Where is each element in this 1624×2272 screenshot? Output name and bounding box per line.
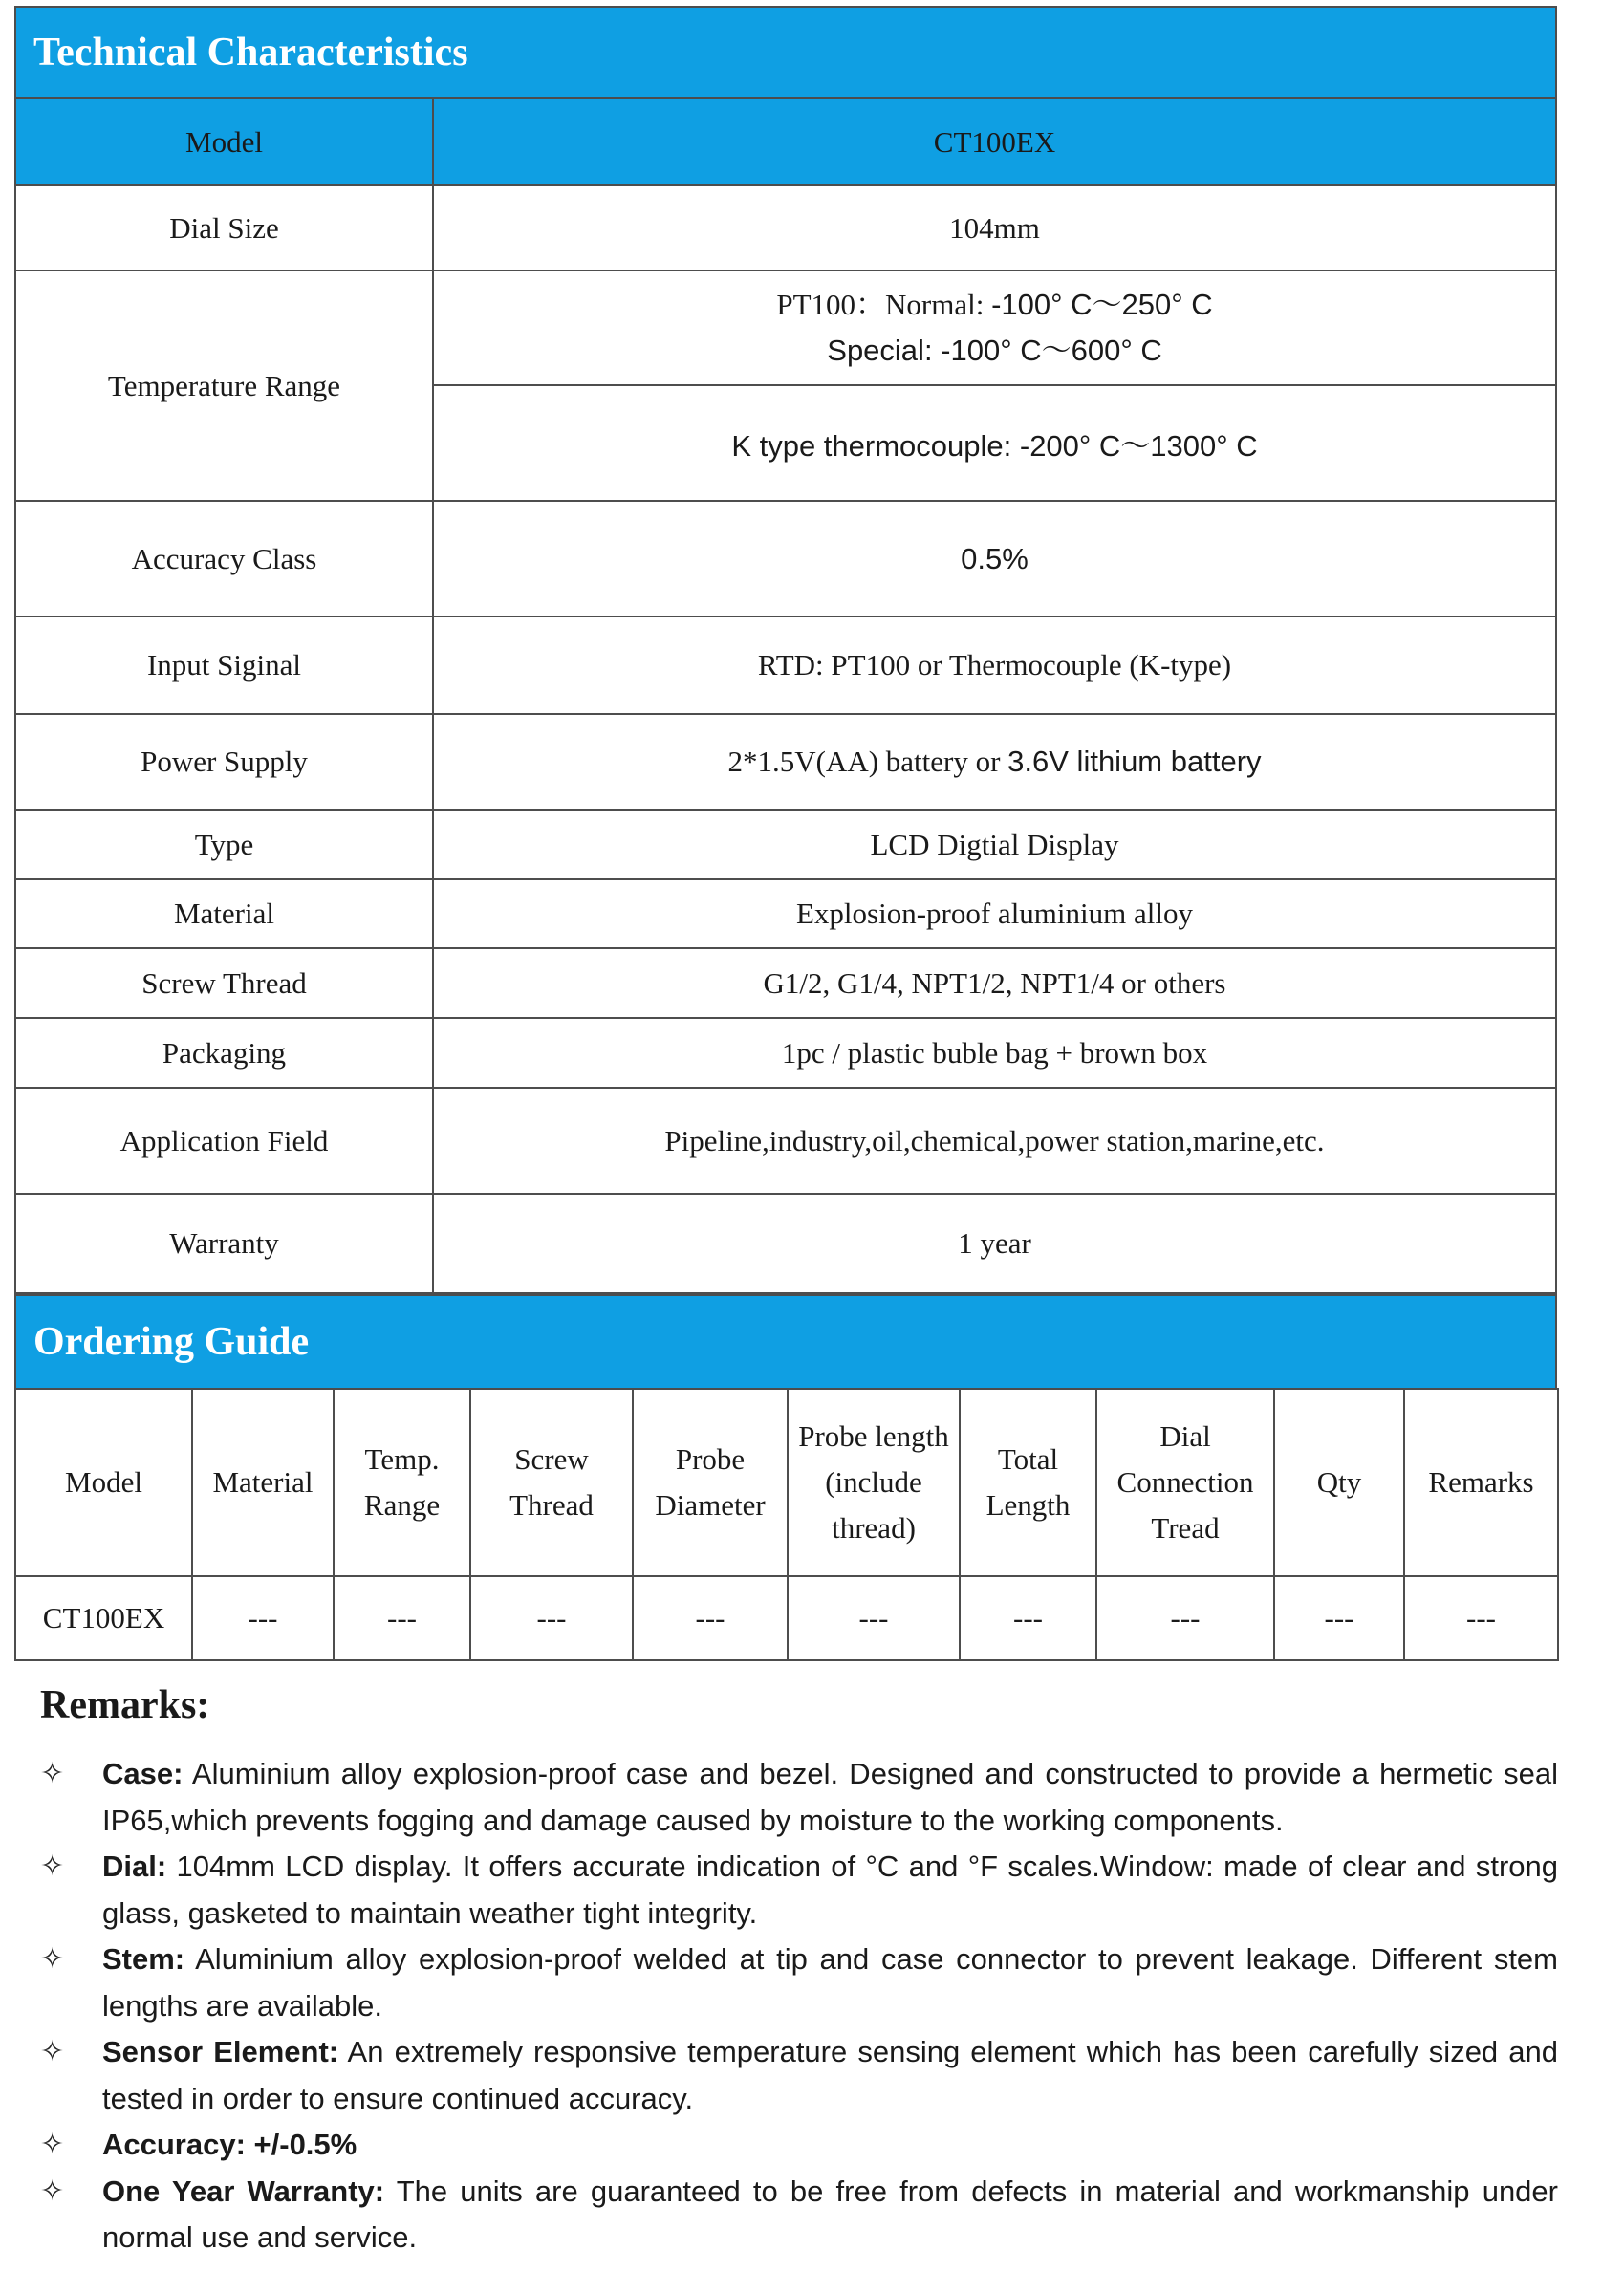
sparkle-bullet-icon: ✧ [40,1943,65,1975]
input-signal-value: RTD: PT100 or Thermocouple (K-type) [433,617,1556,714]
remark-term: Stem: [102,1942,185,1976]
table-row [15,948,1556,1018]
remarks-list [40,1751,1558,2261]
power-supply-value [433,714,1556,810]
ordering-header-screw-thread: Screw Thread [470,1389,633,1576]
technical-characteristics-heading: Technical Characteristics [14,6,1557,97]
pt100-normal-range: -100° C～250° C [991,288,1213,321]
table-row [15,270,1556,385]
remark-term: Accuracy: +/-0.5% [102,2128,357,2161]
material-label: Material [15,879,433,948]
sparkle-bullet-icon: ✧ [40,2129,65,2160]
remark-text: Aluminium alloy explosion-proof case and bezel. Designed and constructed to provide a hermetic seal IP65,which prevents fogging and damage caused by moisture to the working components. [102,1757,1558,1837]
application-field-label: Application Field [15,1088,433,1194]
technical-table [14,97,1557,1294]
ordering-cell-temp-range: --- [334,1576,470,1660]
ordering-header-temp-range: Temp. Range [334,1389,470,1576]
remark-text: Aluminium alloy explosion-proof welded at tip and case connector to prevent leakage. Different stem lengths are available. [102,1942,1558,2023]
model-label: Model [15,98,433,185]
remark-text: The units are guaranteed to be free from defects in material and workmanship under normal use and service. [102,2174,1558,2254]
k-type-range-value: K type thermocouple: -200° C～1300° C [433,385,1556,501]
remark-term: One Year Warranty: [102,2174,385,2208]
temperature-range-label: Temperature Range [15,270,433,501]
remark-term: Case: [102,1757,184,1790]
ordering-guide-heading: Ordering Guide [14,1294,1557,1388]
ordering-cell-probe-diameter: --- [633,1576,788,1660]
ordering-header-total-length: Total Length [960,1389,1096,1576]
remark-text: 104mm LCD display. It offers accurate indication of °C and °F scales.Window: made of clear and strong glass, gasketed to maintain weather tight integrity. [102,1850,1558,1930]
remarks-heading: Remarks: [40,1683,210,1727]
table-row [15,1018,1556,1088]
pt100-special-range: Special: -100° C～600° C [827,334,1162,367]
power-supply-label: Power Supply [15,714,433,810]
list-item [40,2169,1558,2261]
table-row [15,185,1556,270]
table-row [15,1194,1556,1293]
power-supply-battery-aa: 2*1.5V(AA) battery or [727,745,1008,778]
ordering-header-probe-length: Probe length (include thread) [788,1389,960,1576]
sparkle-bullet-icon: ✧ [40,1758,65,1789]
sparkle-bullet-icon: ✧ [40,2036,65,2067]
packaging-label: Packaging [15,1018,433,1088]
warranty-label: Warranty [15,1194,433,1293]
pt100-prefix: PT100：Normal: [776,288,992,321]
packaging-value: 1pc / plastic buble bag + brown box [433,1018,1556,1088]
ordering-cell-material: --- [192,1576,334,1660]
table-row [15,98,1556,185]
screw-thread-value: G1/2, G1/4, NPT1/2, NPT1/4 or others [433,948,1556,1018]
pt100-range-value [433,270,1556,385]
model-value: CT100EX [433,98,1556,185]
accuracy-class-label: Accuracy Class [15,501,433,617]
ordering-cell-dial-connection: --- [1096,1576,1274,1660]
ordering-cell-screw-thread: --- [470,1576,633,1660]
ordering-header-row [15,1389,1558,1576]
ordering-data-row [15,1576,1558,1660]
application-field-value: Pipeline,industry,oil,chemical,power station,marine,etc. [433,1088,1556,1194]
list-item [40,1844,1558,1937]
ordering-cell-total-length: --- [960,1576,1096,1660]
power-supply-lithium: 3.6V lithium battery [1007,745,1262,778]
material-value: Explosion-proof aluminium alloy [433,879,1556,948]
table-row [15,501,1556,617]
table-row [15,714,1556,810]
ordering-table [14,1388,1559,1661]
sparkle-bullet-icon: ✧ [40,2175,65,2207]
ordering-cell-remarks: --- [1404,1576,1558,1660]
type-value: LCD Digtial Display [433,810,1556,879]
ordering-header-dial-connection: Dial Connection Tread [1096,1389,1274,1576]
ordering-cell-model: CT100EX [15,1576,192,1660]
ordering-cell-qty: --- [1274,1576,1404,1660]
table-row [15,810,1556,879]
list-item [40,1751,1558,1844]
ordering-cell-probe-length: --- [788,1576,960,1660]
remark-text: An extremely responsive temperature sensing element which has been carefully sized and tested in order to ensure continued accuracy. [102,2035,1559,2115]
remarks-section [40,1682,1558,2261]
spec-sheet [14,6,1557,1661]
table-row [15,617,1556,714]
list-item [40,2029,1558,2122]
accuracy-class-value: 0.5% [433,501,1556,617]
ordering-header-material: Material [192,1389,334,1576]
list-item [40,2122,1558,2169]
table-row [15,879,1556,948]
list-item [40,1937,1558,2029]
type-label: Type [15,810,433,879]
screw-thread-label: Screw Thread [15,948,433,1018]
dial-size-value: 104mm [433,185,1556,270]
sparkle-bullet-icon: ✧ [40,1850,65,1882]
pt100-normal-line [434,282,1555,328]
input-signal-label: Input Siginal [15,617,433,714]
ordering-header-model: Model [15,1389,192,1576]
table-row [15,1088,1556,1194]
ordering-header-qty: Qty [1274,1389,1404,1576]
ordering-header-remarks: Remarks [1404,1389,1558,1576]
warranty-value: 1 year [433,1194,1556,1293]
dial-size-label: Dial Size [15,185,433,270]
remark-term: Dial: [102,1850,167,1883]
ordering-header-probe-diameter: Probe Diameter [633,1389,788,1576]
remark-term: Sensor Element: [102,2035,339,2068]
